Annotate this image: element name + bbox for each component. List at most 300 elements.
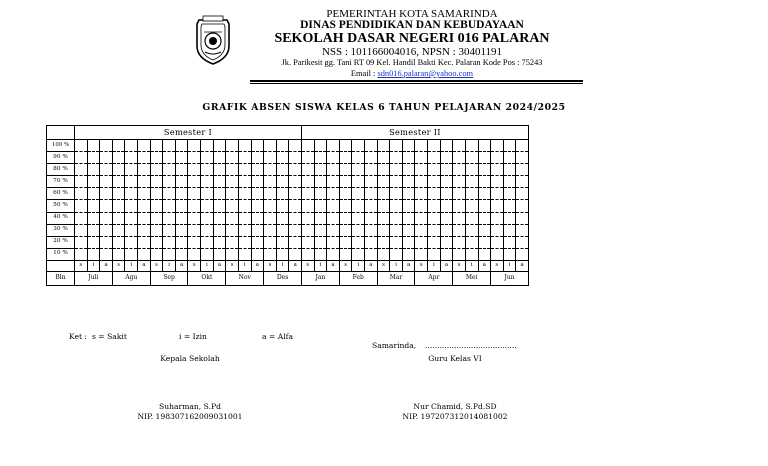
grid-cell: [163, 188, 176, 200]
code-cell: i: [314, 260, 327, 271]
grid-cell: [75, 212, 88, 224]
code-cell: a: [289, 260, 302, 271]
grid-cell: [213, 188, 226, 200]
grid-cell: [365, 140, 378, 152]
month-row: [47, 271, 529, 285]
grid-cell: [75, 224, 88, 236]
grid-cell: [226, 176, 239, 188]
grid-cell: [213, 224, 226, 236]
grid-cell: [87, 200, 100, 212]
grid-cell: [491, 236, 504, 248]
grid-cell: [163, 212, 176, 224]
grid-cell: [150, 152, 163, 164]
grid-cell: [491, 200, 504, 212]
grid-cell: [87, 248, 100, 260]
grid-cell: [440, 236, 453, 248]
grid-cell: [491, 164, 504, 176]
grid-cell: [125, 164, 138, 176]
grid-cell: [339, 164, 352, 176]
code-cell: s: [75, 260, 88, 271]
grid-cell: [503, 212, 516, 224]
grid-cell: [314, 212, 327, 224]
grid-cell: [112, 248, 125, 260]
grid-cell: [377, 248, 390, 260]
legend-label: Ket :: [69, 332, 87, 341]
grid-cell: [314, 152, 327, 164]
grid-cell: [138, 236, 151, 248]
grid-cell: [352, 152, 365, 164]
grid-cell: [453, 176, 466, 188]
email-label: Email :: [350, 69, 378, 78]
grid-cell: [478, 152, 491, 164]
percent-row: [47, 164, 529, 176]
grid-cell: [138, 248, 151, 260]
grid-cell: [365, 200, 378, 212]
grid-cell: [188, 248, 201, 260]
grid-cell: [125, 200, 138, 212]
grid-cell: [87, 152, 100, 164]
grid-cell: [440, 200, 453, 212]
grid-cell: [125, 224, 138, 236]
grid-cell: [465, 224, 478, 236]
grid-cell: [465, 176, 478, 188]
grid-cell: [100, 212, 113, 224]
code-cell: s: [453, 260, 466, 271]
percent-row: [47, 176, 529, 188]
grid-cell: [503, 188, 516, 200]
grid-cell: [440, 188, 453, 200]
legend-sakit: s = Sakit: [92, 332, 127, 341]
grid-cell: [112, 200, 125, 212]
grid-cell: [213, 236, 226, 248]
grid-cell: [75, 140, 88, 152]
grid-cell: [402, 236, 415, 248]
grid-cell: [402, 200, 415, 212]
percent-row: [47, 152, 529, 164]
grid-cell: [175, 188, 188, 200]
grid-cell: [390, 212, 403, 224]
grid-cell: [428, 248, 441, 260]
corner-cell: [47, 126, 75, 140]
grid-cell: [453, 212, 466, 224]
code-cell: i: [163, 260, 176, 271]
school-name: SEKOLAH DASAR NEGERI 016 PALARAN: [274, 31, 550, 46]
grid-cell: [289, 152, 302, 164]
grid-cell: [100, 236, 113, 248]
legend-alfa: a = Alfa: [262, 332, 293, 341]
grid-cell: [352, 200, 365, 212]
grid-cell: [440, 140, 453, 152]
grid-cell: [125, 248, 138, 260]
letterhead-rule: [250, 80, 583, 82]
letterhead-rule-thin: [250, 83, 583, 84]
grid-cell: [428, 176, 441, 188]
grid-cell: [402, 140, 415, 152]
grid-cell: [125, 188, 138, 200]
grid-cell: [163, 176, 176, 188]
grid-cell: [226, 152, 239, 164]
grid-cell: [390, 224, 403, 236]
code-cell: i: [352, 260, 365, 271]
grid-cell: [327, 212, 340, 224]
grid-cell: [339, 224, 352, 236]
grid-cell: [377, 236, 390, 248]
grid-cell: [163, 236, 176, 248]
code-cell: a: [365, 260, 378, 271]
grid-cell: [226, 224, 239, 236]
grid-cell: [478, 164, 491, 176]
grid-cell: [478, 188, 491, 200]
grid-cell: [264, 176, 277, 188]
grid-cell: [503, 248, 516, 260]
grid-cell: [276, 176, 289, 188]
grid-cell: [415, 200, 428, 212]
grid-cell: [264, 212, 277, 224]
grid-cell: [264, 164, 277, 176]
grid-cell: [503, 152, 516, 164]
grid-cell: [327, 176, 340, 188]
grid-cell: [226, 140, 239, 152]
grid-cell: [251, 152, 264, 164]
grid-cell: [478, 236, 491, 248]
grid-cell: [516, 152, 529, 164]
grid-cell: [402, 248, 415, 260]
grid-cell: [289, 212, 302, 224]
grid-cell: [175, 200, 188, 212]
grid-cell: [175, 224, 188, 236]
percent-label: 40 %: [47, 212, 75, 224]
grid-cell: [175, 152, 188, 164]
school-email-line: [262, 69, 562, 78]
grid-cell: [112, 152, 125, 164]
grid-cell: [301, 140, 314, 152]
grid-cell: [201, 212, 214, 224]
school-emblem-icon: [193, 14, 233, 66]
grid-cell: [138, 200, 151, 212]
grid-cell: [327, 248, 340, 260]
percent-row: [47, 200, 529, 212]
grid-cell: [352, 164, 365, 176]
grid-cell: [276, 236, 289, 248]
grid-cell: [327, 140, 340, 152]
code-cell: i: [238, 260, 251, 271]
code-cell: i: [390, 260, 403, 271]
percent-label: 30 %: [47, 224, 75, 236]
grid-cell: [465, 212, 478, 224]
grid-cell: [213, 248, 226, 260]
grid-cell: [112, 236, 125, 248]
grid-cell: [264, 236, 277, 248]
grid-cell: [465, 188, 478, 200]
grid-cell: [503, 164, 516, 176]
grid-cell: [289, 140, 302, 152]
grid-cell: [377, 176, 390, 188]
semester-header: Semester II: [301, 126, 528, 140]
grid-cell: [415, 140, 428, 152]
percent-label: 10 %: [47, 248, 75, 260]
grid-cell: [138, 188, 151, 200]
grid-cell: [276, 188, 289, 200]
code-cell: a: [175, 260, 188, 271]
principal-name: Suharman, S.Pd: [159, 402, 221, 411]
grid-cell: [251, 188, 264, 200]
month-cell: Feb: [339, 271, 377, 285]
grid-cell: [87, 188, 100, 200]
grid-cell: [465, 140, 478, 152]
grid-cell: [516, 248, 529, 260]
grid-cell: [138, 164, 151, 176]
grid-cell: [289, 236, 302, 248]
grid-cell: [377, 224, 390, 236]
grid-cell: [188, 176, 201, 188]
grid-cell: [87, 236, 100, 248]
grid-cell: [428, 188, 441, 200]
percent-row: [47, 140, 529, 152]
sign-date-blank: ......................................: [425, 341, 517, 350]
month-cell: Nov: [226, 271, 264, 285]
grid-cell: [365, 152, 378, 164]
grid-cell: [276, 224, 289, 236]
teacher-name: Nur Chamid, S.Pd.SD: [413, 402, 497, 411]
grid-cell: [301, 236, 314, 248]
grid-cell: [301, 164, 314, 176]
grid-cell: [301, 176, 314, 188]
grid-cell: [390, 164, 403, 176]
grid-cell: [75, 200, 88, 212]
grid-cell: [390, 140, 403, 152]
code-cell: i: [503, 260, 516, 271]
grid-cell: [365, 248, 378, 260]
attendance-grid: [46, 125, 529, 286]
grid-cell: [138, 140, 151, 152]
grid-cell: [188, 236, 201, 248]
grid-cell: [251, 164, 264, 176]
grid-cell: [377, 164, 390, 176]
grid-cell: [428, 152, 441, 164]
code-cell: s: [188, 260, 201, 271]
grid-cell: [112, 164, 125, 176]
grid-cell: [478, 200, 491, 212]
grid-cell: [516, 212, 529, 224]
grid-cell: [478, 248, 491, 260]
grid-cell: [125, 176, 138, 188]
grid-cell: [163, 164, 176, 176]
grid-cell: [226, 188, 239, 200]
grid-cell: [188, 164, 201, 176]
grid-cell: [314, 200, 327, 212]
code-cell: s: [377, 260, 390, 271]
code-cell: i: [87, 260, 100, 271]
grid-cell: [352, 248, 365, 260]
grid-cell: [251, 140, 264, 152]
grid-cell: [289, 248, 302, 260]
percent-label: 100 %: [47, 140, 75, 152]
grid-cell: [428, 200, 441, 212]
grid-cell: [213, 140, 226, 152]
department-name: DINAS PENDIDIKAN DAN KEBUDAYAAN: [300, 19, 524, 31]
month-cell: Sep: [150, 271, 188, 285]
grid-cell: [163, 200, 176, 212]
grid-cell: [491, 248, 504, 260]
grid-cell: [339, 236, 352, 248]
grid-cell: [440, 212, 453, 224]
month-cell: Mar: [377, 271, 415, 285]
grid-cell: [138, 224, 151, 236]
grid-cell: [163, 140, 176, 152]
grid-cell: [150, 212, 163, 224]
month-row-label: Bln: [47, 271, 75, 285]
grid-cell: [352, 212, 365, 224]
semester-header: Semester I: [75, 126, 302, 140]
grid-cell: [75, 248, 88, 260]
school-ids: NSS : 101166004016, NPSN : 30401191: [321, 46, 503, 58]
code-row-label: [47, 260, 75, 271]
grid-cell: [365, 176, 378, 188]
code-cell: s: [112, 260, 125, 271]
grid-cell: [188, 224, 201, 236]
grid-cell: [301, 188, 314, 200]
grid-cell: [175, 140, 188, 152]
grid-cell: [503, 236, 516, 248]
semester-header-row: [47, 126, 529, 140]
grid-cell: [352, 224, 365, 236]
email-link[interactable]: sdn016.palaran@yahoo.com: [377, 69, 474, 78]
grid-cell: [289, 224, 302, 236]
grid-cell: [415, 152, 428, 164]
grid-cell: [415, 248, 428, 260]
grid-cell: [112, 224, 125, 236]
percent-label: 80 %: [47, 164, 75, 176]
grid-cell: [289, 200, 302, 212]
grid-cell: [150, 224, 163, 236]
grid-cell: [87, 140, 100, 152]
grid-cell: [100, 224, 113, 236]
grid-cell: [87, 164, 100, 176]
grid-cell: [503, 224, 516, 236]
grid-cell: [453, 164, 466, 176]
percent-row: [47, 224, 529, 236]
grid-cell: [163, 248, 176, 260]
grid-cell: [339, 248, 352, 260]
grid-cell: [453, 200, 466, 212]
grid-cell: [276, 200, 289, 212]
grid-cell: [188, 200, 201, 212]
grid-cell: [453, 248, 466, 260]
grid-cell: [188, 188, 201, 200]
grid-cell: [440, 176, 453, 188]
grid-cell: [301, 224, 314, 236]
code-cell: s: [491, 260, 504, 271]
grid-cell: [75, 236, 88, 248]
code-cell: i: [465, 260, 478, 271]
grid-cell: [440, 152, 453, 164]
grid-cell: [150, 200, 163, 212]
code-cell: a: [402, 260, 415, 271]
code-cell: i: [428, 260, 441, 271]
grid-cell: [175, 236, 188, 248]
grid-cell: [327, 224, 340, 236]
grid-cell: [377, 188, 390, 200]
grid-cell: [453, 140, 466, 152]
grid-cell: [251, 224, 264, 236]
grid-cell: [516, 140, 529, 152]
grid-cell: [415, 212, 428, 224]
grid-cell: [440, 224, 453, 236]
grid-cell: [264, 152, 277, 164]
code-cell: s: [415, 260, 428, 271]
grid-cell: [390, 188, 403, 200]
code-cell: s: [150, 260, 163, 271]
grid-cell: [453, 152, 466, 164]
grid-cell: [163, 224, 176, 236]
grid-cell: [390, 200, 403, 212]
grid-cell: [238, 248, 251, 260]
grid-cell: [301, 212, 314, 224]
grid-cell: [327, 164, 340, 176]
grid-cell: [327, 152, 340, 164]
grid-cell: [75, 152, 88, 164]
grid-cell: [201, 152, 214, 164]
grid-cell: [428, 212, 441, 224]
grid-cell: [390, 248, 403, 260]
grid-cell: [415, 176, 428, 188]
grid-cell: [201, 140, 214, 152]
grid-cell: [365, 212, 378, 224]
grid-cell: [314, 176, 327, 188]
percent-row: [47, 212, 529, 224]
gov-name: PEMERINTAH KOTA SAMARINDA: [326, 8, 498, 20]
grid-cell: [188, 212, 201, 224]
grid-cell: [188, 140, 201, 152]
grid-cell: [365, 236, 378, 248]
code-cell: s: [339, 260, 352, 271]
grid-cell: [276, 212, 289, 224]
grid-cell: [175, 248, 188, 260]
grid-cell: [478, 176, 491, 188]
code-cell: a: [516, 260, 529, 271]
grid-cell: [264, 200, 277, 212]
grid-cell: [402, 164, 415, 176]
grid-cell: [352, 176, 365, 188]
grid-cell: [188, 152, 201, 164]
grid-cell: [150, 248, 163, 260]
grid-cell: [415, 236, 428, 248]
grid-cell: [289, 164, 302, 176]
page-title: GRAFIK ABSEN SISWA KELAS 6 TAHUN PELAJARAN 2024/2025: [202, 102, 566, 113]
percent-row: [47, 248, 529, 260]
code-cell: a: [138, 260, 151, 271]
grid-cell: [150, 164, 163, 176]
grid-cell: [213, 200, 226, 212]
code-row: [47, 260, 529, 271]
grid-cell: [352, 236, 365, 248]
grid-cell: [175, 164, 188, 176]
grid-cell: [276, 152, 289, 164]
grid-cell: [125, 212, 138, 224]
grid-cell: [100, 188, 113, 200]
grid-cell: [201, 176, 214, 188]
month-cell: Agu: [112, 271, 150, 285]
grid-cell: [478, 212, 491, 224]
grid-cell: [339, 212, 352, 224]
grid-cell: [163, 152, 176, 164]
code-cell: i: [201, 260, 214, 271]
grid-cell: [491, 188, 504, 200]
grid-cell: [150, 236, 163, 248]
grid-cell: [125, 236, 138, 248]
grid-cell: [264, 224, 277, 236]
grid-cell: [327, 188, 340, 200]
